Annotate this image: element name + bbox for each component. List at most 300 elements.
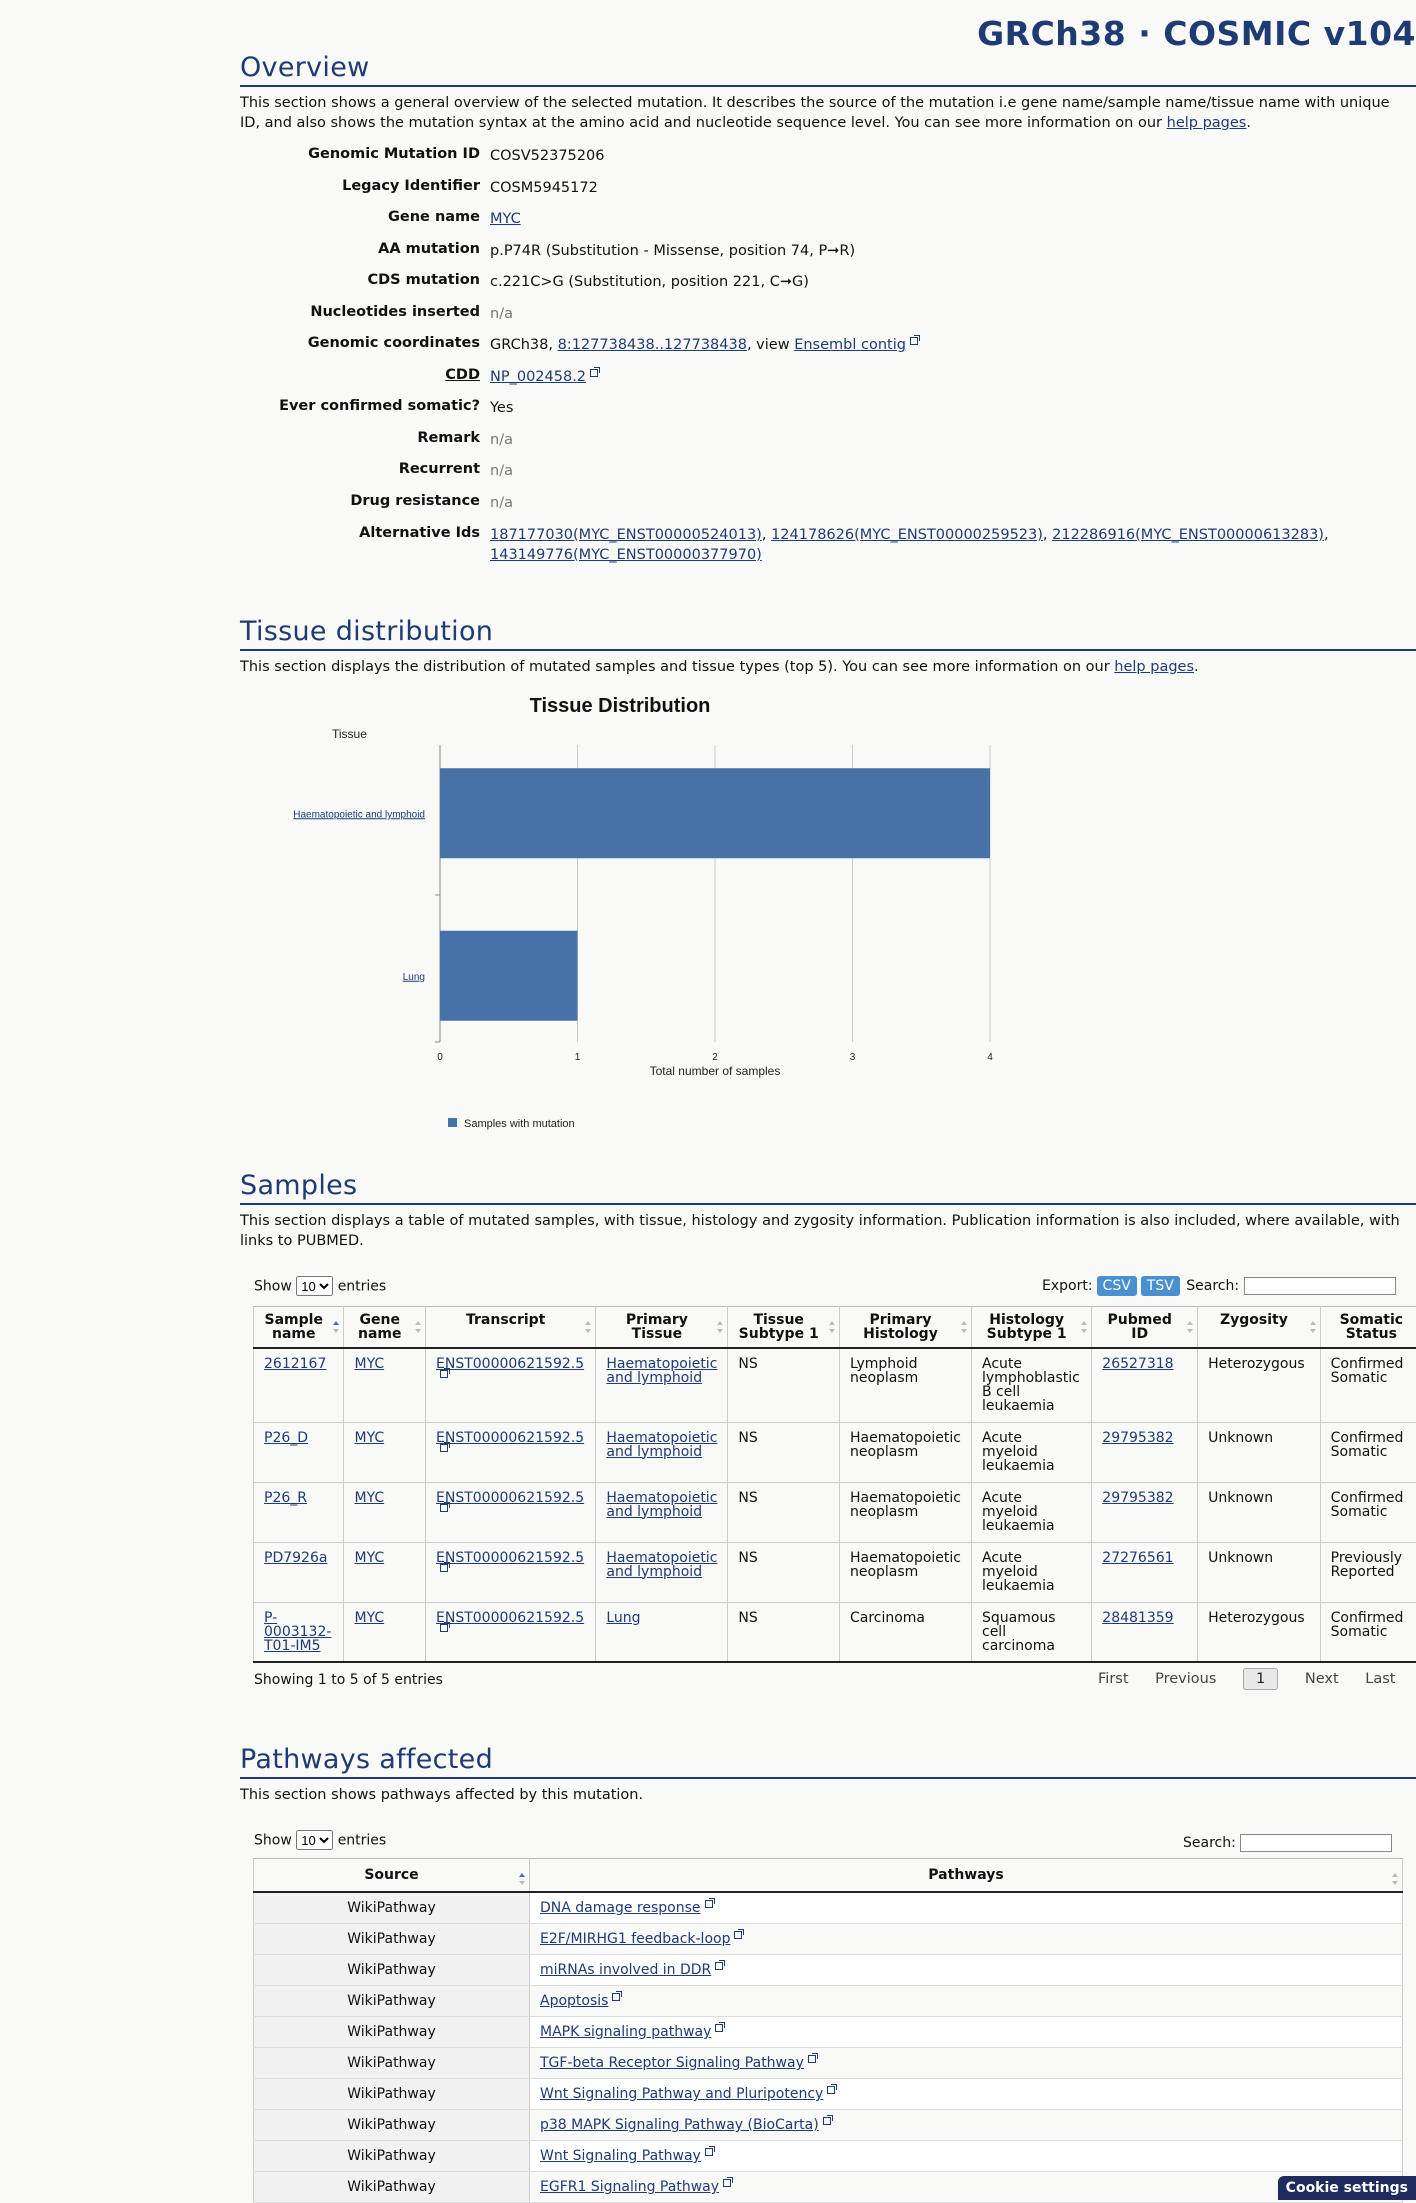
source-text: WikiPathway [347,1962,436,1978]
col-label: Zygosity [1220,1312,1288,1328]
cell-tissue [596,1542,728,1602]
cell-zygosity [1198,1348,1321,1422]
col-label: Somatic [1340,1312,1404,1328]
cell-tissue [596,1348,728,1422]
cell-hist_sub [972,1482,1092,1542]
pathways-search [1183,1834,1392,1852]
cell-pubmed [1092,1422,1198,1482]
status-text: Previously Reported [1331,1550,1402,1580]
external-link-icon [808,2055,816,2063]
zygosity-text: Unknown [1208,1430,1273,1446]
field-label: Remark [417,430,480,446]
source-text: WikiPathway [347,1931,436,1947]
sort-icon [519,1873,524,1885]
samples-pagination [1076,1668,1395,1690]
samples-col-header[interactable] [254,1307,344,1349]
cell-gene [344,1482,426,1542]
zygosity-text: Unknown [1208,1550,1273,1566]
transcript-link[interactable]: ENST00000621592.5 [436,1356,584,1372]
tissue-desc-end: . [1194,659,1199,675]
overview-heading: Overview [240,52,1416,87]
pager-current[interactable]: 1 [1243,1668,1278,1690]
pathway-link[interactable]: miRNAs involved in DDR [540,1962,711,1978]
samples-col-header[interactable] [426,1307,596,1349]
samples-header-row [254,1307,1416,1349]
bar[interactable] [440,931,578,1021]
cell-histology [839,1482,971,1542]
col-label: ID [1131,1326,1148,1342]
cell-hist_sub [972,1422,1092,1482]
chart-xlabel: Total number of samples [650,1064,781,1078]
external-link-icon [827,2086,835,2094]
external-link-icon [440,1370,448,1378]
show-label: Show [254,1279,292,1295]
cell-subtype [728,1348,840,1422]
transcript-link[interactable]: ENST00000621592.5 [436,1610,584,1626]
gene-link[interactable]: MYC [490,211,521,227]
table-row [254,1422,1416,1482]
table-row [254,2141,1403,2172]
cell-gene [344,1422,426,1482]
cell-source [254,2048,530,2079]
field-genomic-mutation-id [240,146,1416,170]
col-label: Tissue [753,1312,803,1328]
samples-col-header[interactable] [1092,1307,1198,1349]
pubmed-link[interactable]: 28481359 [1102,1610,1173,1626]
pathway-link[interactable]: MAPK signaling pathway [540,2024,711,2040]
pager-first[interactable]: First [1098,1671,1129,1687]
x-tick-label: 4 [987,1052,993,1063]
samples-heading: Samples [240,1170,1416,1205]
cell-sample [254,1348,344,1422]
col-label: Transcript [466,1312,545,1328]
transcript-link[interactable]: ENST00000621592.5 [436,1550,584,1566]
col-label: Histology [863,1326,938,1342]
transcript-link[interactable]: ENST00000621592.5 [436,1490,584,1506]
pathways-heading: Pathways affected [240,1744,1416,1779]
col-label: Histology [989,1312,1064,1328]
cell-zygosity [1198,1482,1321,1542]
source-text: WikiPathway [347,2117,436,2133]
cell-pathway [530,2141,1403,2172]
cell-tissue [596,1602,728,1662]
table-row [254,2017,1403,2048]
pubmed-link[interactable]: 27276561 [1102,1550,1173,1566]
cdd-link[interactable]: NP_002458.2 [490,369,586,385]
samples-col-header[interactable] [1198,1307,1321,1349]
cell-transcript [426,1602,596,1662]
subtype-text: NS [738,1490,757,1506]
subtype-text: NS [738,1550,757,1566]
cell-hist_sub [972,1348,1092,1422]
pathways-length-control [254,1830,386,1850]
col-label: Primary [869,1312,931,1328]
field-value: p.P74R (Substitution - Missense, position 74, P➞R) [490,241,1356,261]
external-link-icon [705,2148,713,2156]
pathway-link[interactable]: Wnt Signaling Pathway [540,2148,701,2164]
cell-status [1320,1602,1416,1662]
field-value: COSM5945172 [490,178,1356,198]
cell-histology [839,1602,971,1662]
export-csv-button[interactable]: CSV [1097,1276,1137,1296]
pager-last[interactable]: Last [1365,1671,1395,1687]
gene-link[interactable]: MYC [354,1490,384,1506]
table-row [254,2172,1403,2203]
cell-subtype [728,1542,840,1602]
tissue-help-link[interactable]: help pages [1114,659,1194,675]
samples-export-search [1042,1276,1396,1296]
samples-col-header[interactable] [1320,1307,1416,1349]
field-label: AA mutation [378,241,480,257]
bar[interactable] [440,768,990,858]
field-label: Nucleotides inserted [310,304,480,320]
cell-gene [344,1542,426,1602]
field-value: n/a [490,304,1356,324]
field-label: Genomic coordinates [308,335,480,351]
col-label: Subtype 1 [739,1326,819,1342]
cell-sample [254,1602,344,1662]
site-title: GRCh38 · COSMIC v104 [977,14,1416,53]
status-text: Confirmed Somatic [1331,1490,1404,1520]
cell-zygosity [1198,1422,1321,1482]
pathways-search-input[interactable] [1240,1834,1392,1852]
export-tsv-button[interactable]: TSV [1141,1276,1180,1296]
tissue-link[interactable]: Haematopoietic and lymphoid [606,1490,717,1520]
cell-zygosity [1198,1602,1321,1662]
transcript-link[interactable]: ENST00000621592.5 [436,1430,584,1446]
cell-pubmed [1092,1602,1198,1662]
pubmed-link[interactable]: 26527318 [1102,1356,1173,1372]
tissue-link[interactable]: Haematopoietic and lymphoid [606,1550,717,1580]
source-text: WikiPathway [347,2024,436,2040]
hist_sub-text: Acute myeloid leukaemia [982,1430,1055,1474]
field-genomic-coordinates [240,335,1416,359]
entries-label: entries [338,1833,387,1849]
alt-id-link[interactable]: 124178626(MYC_ENST00000259523) [771,527,1043,543]
col-label: name [272,1326,316,1342]
col-label: Primary [626,1312,688,1328]
overview-desc-text: This section shows a general overview of the selected mutation. It describes the source of the mutation i.e gene name/sample name/tissue name with unique ID, and also shows the mutation syntax at the amino acid and nucleotide sequence level. You can see more information on our [240,95,1390,131]
field-cds-mutation [240,272,1416,296]
coordinate-link[interactable]: 8:127738438..127738438 [558,337,747,353]
field-ever-confirmed-somatic [240,398,1416,422]
cell-status [1320,1422,1416,1482]
show-label: Show [254,1833,292,1849]
col-label: Sample [265,1312,323,1328]
samples-col-header[interactable] [728,1307,840,1349]
overview-help-link[interactable]: help pages [1167,115,1247,131]
field-gene-name [240,209,1416,233]
pathway-link[interactable]: EGFR1 Signaling Pathway [540,2179,719,2195]
cell-source [254,1955,530,1986]
col-label: Tissue [632,1326,682,1342]
table-row [254,1482,1416,1542]
coord-mid: , view [747,337,794,353]
cell-source [254,1924,530,1955]
chart-title: Tissue Distribution [530,695,711,717]
samples-search-input[interactable] [1244,1277,1396,1295]
tissue-section [240,616,1416,677]
gene-link[interactable]: MYC [354,1430,384,1446]
status-text: Confirmed Somatic [1331,1356,1404,1386]
samples-length-control [254,1276,386,1296]
status-text: Confirmed Somatic [1331,1610,1404,1640]
external-link-icon [440,1444,448,1452]
source-text: WikiPathway [347,2055,436,2071]
field-label: Genomic Mutation ID [308,146,480,162]
zygosity-text: Unknown [1208,1490,1273,1506]
cell-pubmed [1092,1348,1198,1422]
samples-col-header[interactable] [839,1307,971,1349]
histology-text: Haematopoietic neoplasm [850,1550,961,1580]
sort-icon [829,1321,834,1333]
alt-id-link[interactable]: 187177030(MYC_ENST00000524013) [490,527,762,543]
cell-sample [254,1422,344,1482]
cell-sample [254,1542,344,1602]
cell-gene [344,1348,426,1422]
table-row [254,1986,1403,2017]
source-text: WikiPathway [347,2148,436,2164]
tissue-heading: Tissue distribution [240,616,1416,651]
cookie-settings-button[interactable]: Cookie settings [1278,2176,1416,2200]
field-label: Gene name [388,209,480,225]
field-label: Recurrent [399,461,480,477]
cell-histology [839,1422,971,1482]
chart-ylabel: Tissue [332,727,367,741]
tissue-link[interactable]: Haematopoietic and lymphoid [606,1356,717,1386]
cell-source [254,2110,530,2141]
coord-prefix: GRCh38, [490,337,558,353]
hist_sub-text: Acute myeloid leukaemia [982,1550,1055,1594]
col-source[interactable] [254,1859,530,1893]
samples-table [253,1306,1416,1663]
cell-pathway [530,2017,1403,2048]
source-text: WikiPathway [347,1900,436,1916]
cell-source [254,2017,530,2048]
cell-status [1320,1482,1416,1542]
y-category-link[interactable]: Haematopoietic and lymphoid [293,809,425,820]
col-label: Status [1346,1326,1397,1342]
status-text: Confirmed Somatic [1331,1430,1404,1460]
subtype-text: NS [738,1356,757,1372]
cell-pubmed [1092,1542,1198,1602]
cell-gene [344,1602,426,1662]
overview-desc-end: . [1246,115,1251,131]
external-link-icon [823,2117,831,2125]
x-tick-label: 3 [850,1052,856,1063]
pathways-body [254,1892,1403,2203]
field-value: Yes [490,398,1356,418]
alt-id-link[interactable]: 143149776(MYC_ENST00000377970) [490,547,762,563]
histology-text: Carcinoma [850,1610,925,1626]
source-text: WikiPathway [347,1993,436,2009]
cell-histology [839,1348,971,1422]
tissue-description [240,657,1416,677]
cell-pathway [530,2110,1403,2141]
entries-label: entries [338,1279,387,1295]
col-label: Pubmed [1108,1312,1172,1328]
cell-tissue [596,1482,728,1542]
cell-transcript [426,1482,596,1542]
table-row [254,1542,1416,1602]
histology-text: Haematopoietic neoplasm [850,1490,961,1520]
table-row [254,1602,1416,1662]
sample-link[interactable]: 2612167 [264,1356,326,1372]
external-link-icon [910,337,918,345]
sort-icon [585,1321,590,1333]
field-label: Ever confirmed somatic? [279,398,480,414]
samples-length-select[interactable] [296,1276,333,1296]
ensembl-contig-link[interactable]: Ensembl contig [794,337,906,353]
search-label: Search: [1183,1835,1236,1851]
col-source-label: Source [364,1867,418,1883]
sort-icon [717,1321,722,1333]
x-tick-label: 0 [437,1052,443,1063]
pager-next[interactable]: Next [1305,1671,1339,1687]
tissue-desc-text: This section displays the distribution of mutated samples and tissue types (top 5). You can see more information on our [240,659,1114,675]
cell-subtype [728,1422,840,1482]
source-text: WikiPathway [347,2086,436,2102]
subtype-text: NS [738,1610,757,1626]
cell-source [254,1986,530,2017]
cell-status [1320,1542,1416,1602]
cell-pathway [530,1986,1403,2017]
histology-text: Lymphoid neoplasm [850,1356,918,1386]
tissue-link[interactable]: Lung [606,1610,640,1626]
field-label: Legacy Identifier [342,178,480,194]
gene-link[interactable]: MYC [354,1356,384,1372]
sort-icon [961,1321,966,1333]
pager-previous[interactable]: Previous [1155,1671,1216,1687]
cell-transcript [426,1348,596,1422]
sample-link[interactable]: PD7926a [264,1550,327,1566]
cell-subtype [728,1602,840,1662]
sort-icon [1310,1321,1315,1333]
field-value: n/a [490,461,1356,481]
field-recurrent [240,461,1416,485]
samples-body [254,1348,1416,1662]
field-cdd [240,367,1416,391]
sort-icon [333,1321,338,1333]
cell-pubmed [1092,1482,1198,1542]
overview-section [240,52,1416,133]
external-link-icon [440,1564,448,1572]
external-link-icon [715,2024,723,2032]
cell-tissue [596,1422,728,1482]
sort-icon [415,1321,420,1333]
sort-icon [1392,1873,1397,1885]
y-category-link[interactable]: Lung [403,972,425,983]
pathways-length-select[interactable] [296,1830,333,1850]
cell-source [254,2141,530,2172]
export-label: Export: [1042,1278,1093,1294]
external-link-icon [440,1504,448,1512]
samples-col-header[interactable] [344,1307,426,1349]
cell-hist_sub [972,1602,1092,1662]
field-value: c.221C>G (Substitution, position 221, C➞G) [490,272,1356,292]
cell-status [1320,1348,1416,1422]
sort-icon [1081,1321,1086,1333]
cell-source [254,2172,530,2203]
hist_sub-text: Squamous cell carcinoma [982,1610,1056,1654]
external-link-icon [723,2179,731,2187]
field-label: CDS mutation [367,272,480,288]
alt-id-link[interactable]: 212286916(MYC_ENST00000613283) [1052,527,1324,543]
pathway-link[interactable]: E2F/MIRHG1 feedback-loop [540,1931,730,1947]
field-legacy-identifier [240,178,1416,202]
col-label: name [358,1326,402,1342]
pathways-table [253,1858,1403,2203]
hist_sub-text: Acute myeloid leukaemia [982,1490,1055,1534]
x-tick-label: 2 [712,1052,718,1063]
cell-transcript [426,1542,596,1602]
sample-link[interactable]: P-0003132-T01-IM5 [264,1610,331,1654]
table-row [254,2110,1403,2141]
table-row [254,1955,1403,1986]
field-value: n/a [490,430,1356,450]
tissue-link[interactable]: Haematopoietic and lymphoid [606,1430,717,1460]
cell-transcript [426,1422,596,1482]
pathways-header-row [254,1859,1403,1893]
gene-link[interactable]: MYC [354,1550,384,1566]
sample-link[interactable]: P26_R [264,1490,307,1506]
table-row [254,2079,1403,2110]
gene-link[interactable]: MYC [354,1610,384,1626]
field-alternative-ids: Alternative Ids 187177030(MYC_ENST00000524013), 124178626(MYC_ENST00000259523), 212286916(MYC_ENST00000613283), 143149776(MYC_ENST00000377970) [240,525,1416,549]
cell-hist_sub [972,1542,1092,1602]
table-row [254,1924,1403,1955]
external-link-icon [715,1962,723,1970]
cell-pathway [530,2172,1403,2203]
pathway-link[interactable]: p38 MAPK Signaling Pathway (BioCarta) [540,2117,819,2133]
col-pathways[interactable] [530,1859,1403,1893]
field-value: COSV52375206 [490,146,1356,166]
samples-col-header[interactable] [972,1307,1092,1349]
tissue-distribution-chart [260,690,1020,1140]
samples-col-header[interactable] [596,1307,728,1349]
sort-icon [1187,1321,1192,1333]
col-pathways-label: Pathways [928,1867,1003,1883]
cell-pathway [530,2079,1403,2110]
overview-description [240,93,1416,133]
samples-info: Showing 1 to 5 of 5 entries [254,1672,443,1688]
pathway-link[interactable]: Wnt Signaling Pathway and Pluripotency [540,2086,823,2102]
samples-section [240,1170,1416,1251]
pathways-description: This section shows pathways affected by this mutation. [240,1785,1416,1805]
external-link-icon [612,1993,620,2001]
field-nucleotides-inserted [240,304,1416,328]
cell-pathway [530,2048,1403,2079]
pubmed-link[interactable]: 29795382 [1102,1430,1173,1446]
external-link-icon [734,1931,742,1939]
pathway-link[interactable]: DNA damage response [540,1900,701,1916]
pathway-link[interactable]: TGF-beta Receptor Signaling Pathway [540,2055,804,2071]
field-label: CDD [445,367,480,383]
field-remark [240,430,1416,454]
field-drug-resistance [240,493,1416,517]
col-label: Gene [360,1312,400,1328]
cell-source [254,2079,530,2110]
sample-link[interactable]: P26_D [264,1430,308,1446]
source-text: WikiPathway [347,2179,436,2195]
subtype-text: NS [738,1430,757,1446]
cell-source [254,1892,530,1924]
cell-pathway [530,1955,1403,1986]
samples-description: This section displays a table of mutated samples, with tissue, histology and zygosity information. Publication information is also included, where available, with links to PUBMED. [240,1211,1416,1251]
pathway-link[interactable]: Apoptosis [540,1993,608,2009]
pubmed-link[interactable]: 29795382 [1102,1490,1173,1506]
table-row [254,1892,1403,1924]
